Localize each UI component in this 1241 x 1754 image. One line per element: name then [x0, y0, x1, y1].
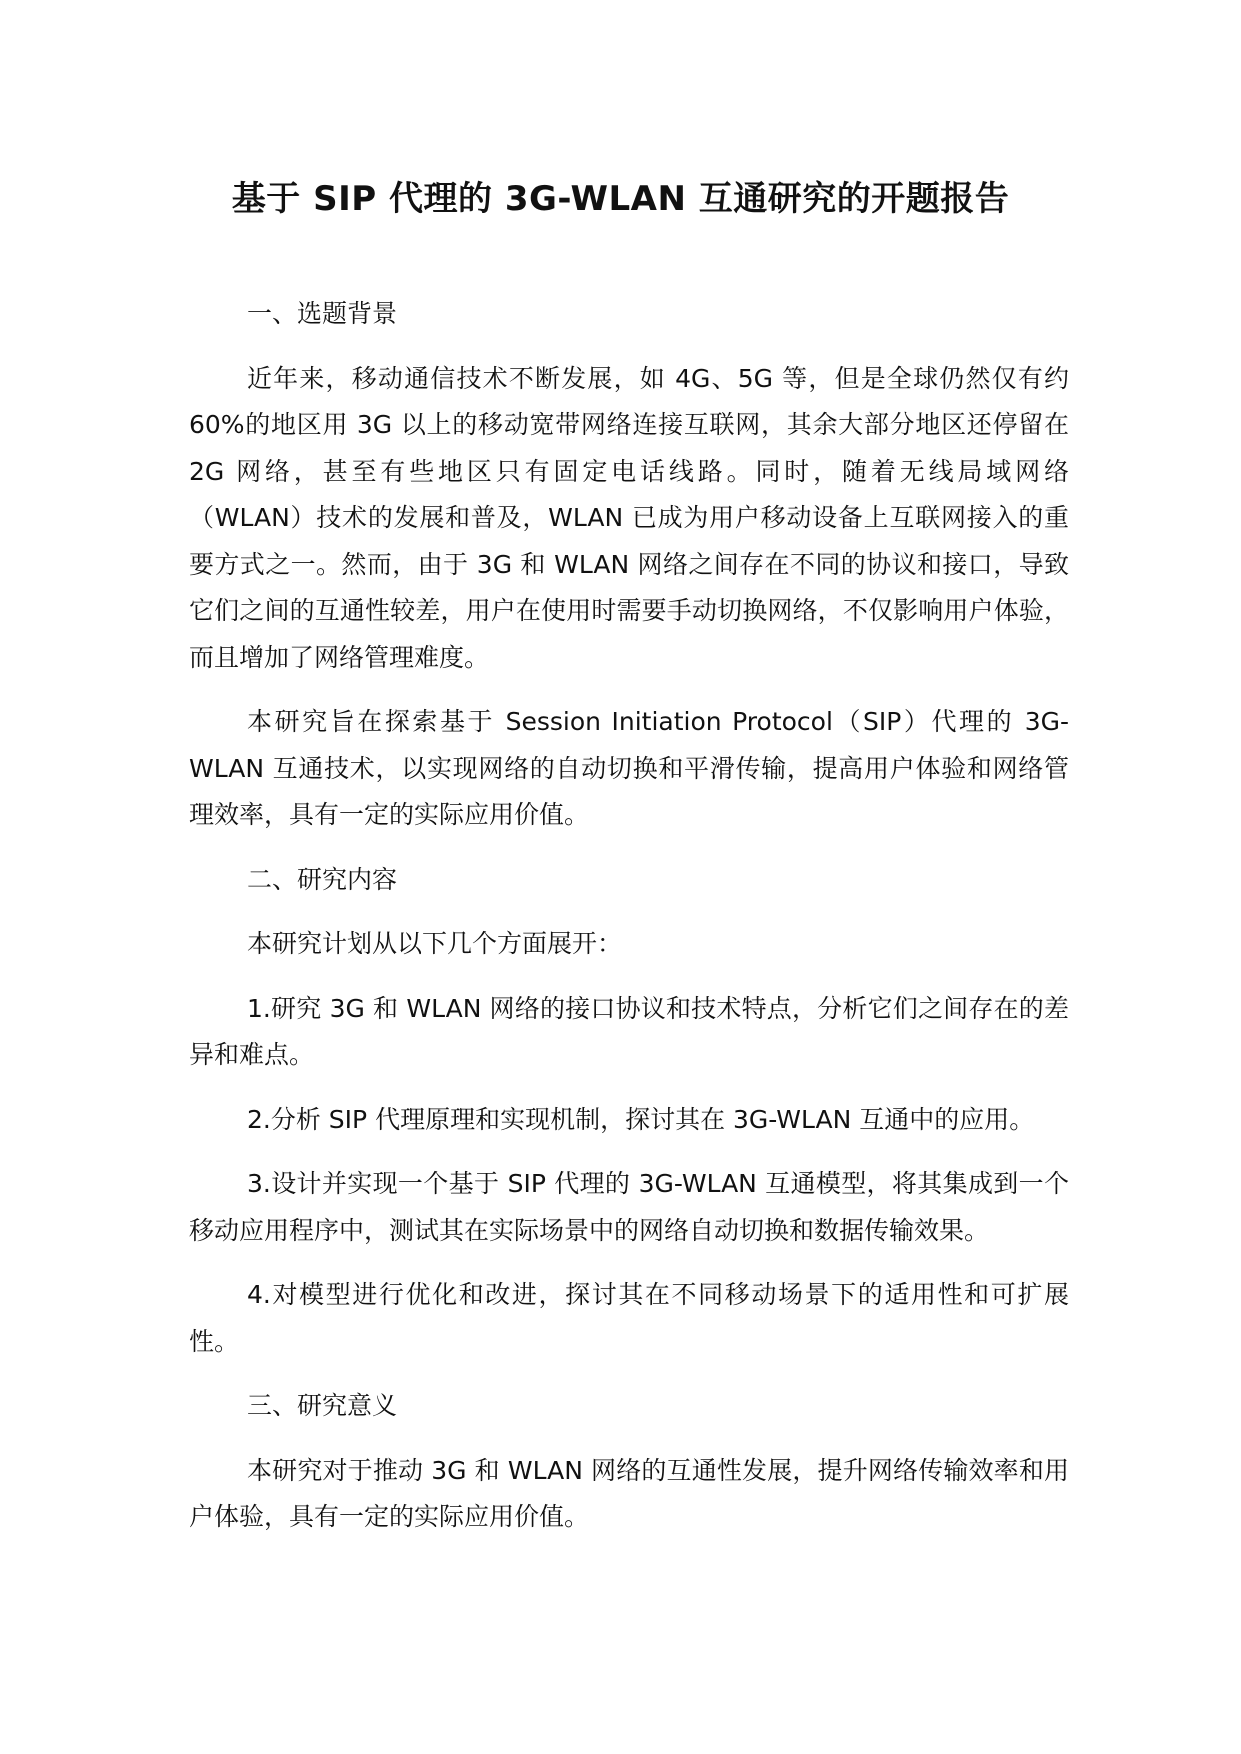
- section-heading-significance: 三、研究意义: [247, 1391, 398, 1420]
- paragraph-significance: 本研究对于推动 3G 和 WLAN 网络的互通性发展，提升网络传输效率和用户体验，具有一定的实际应用价值。: [189, 1455, 1069, 1531]
- section-heading-background: 一、选题背景: [247, 299, 398, 328]
- list-item-1: 1.研究 3G 和 WLAN 网络的接口协议和技术特点，分析它们之间存在的差异和难点。: [189, 993, 1069, 1069]
- paragraph-background-2: 本研究旨在探索基于 Session Initiation Protocol（SIP）代理的 3G-WLAN 互通技术，以实现网络的自动切换和平滑传输，提高用户体验和网络管理效率，具有一定的实际应用价值。: [189, 707, 1069, 829]
- list-item-2: 2.分析 SIP 代理原理和实现机制，探讨其在 3G-WLAN 互通中的应用。: [247, 1104, 1035, 1134]
- paragraph-background-1: 近年来，移动通信技术不断发展，如 4G、5G 等，但是全球仍然仅有约 60%的地区用 3G 以上的移动宽带网络连接互联网，其余大部分地区还停留在 2G 网络，甚至有些地区只有固定电话线路。同时，随着无线局域网络（WLAN）技术的发展和普及，WLAN 已成为用户移动设备上互联网接入的重要方式之一。然而，由于 3G 和 WLAN 网络之间存在不同的协议和接口，导致它们之间的互通性较差，用户在使用时需要手动切换网络，不仅影响用户体验，而且增加了网络管理难度。: [189, 363, 1069, 672]
- document-title: 基于 SIP 代理的 3G-WLAN 互通研究的开题报告: [231, 179, 1010, 219]
- list-item-3: 3.设计并实现一个基于 SIP 代理的 3G-WLAN 互通模型，将其集成到一个移动应用程序中，测试其在实际场景中的网络自动切换和数据传输效果。: [189, 1169, 1069, 1245]
- paragraph-content-intro: 本研究计划从以下几个方面展开：: [247, 929, 623, 958]
- section-heading-content: 二、研究内容: [247, 864, 398, 894]
- document-body: [189, 291, 1069, 1559]
- list-item-4: 4.对模型进行优化和改进，探讨其在不同移动场景下的适用性和可扩展性。: [189, 1280, 1069, 1356]
